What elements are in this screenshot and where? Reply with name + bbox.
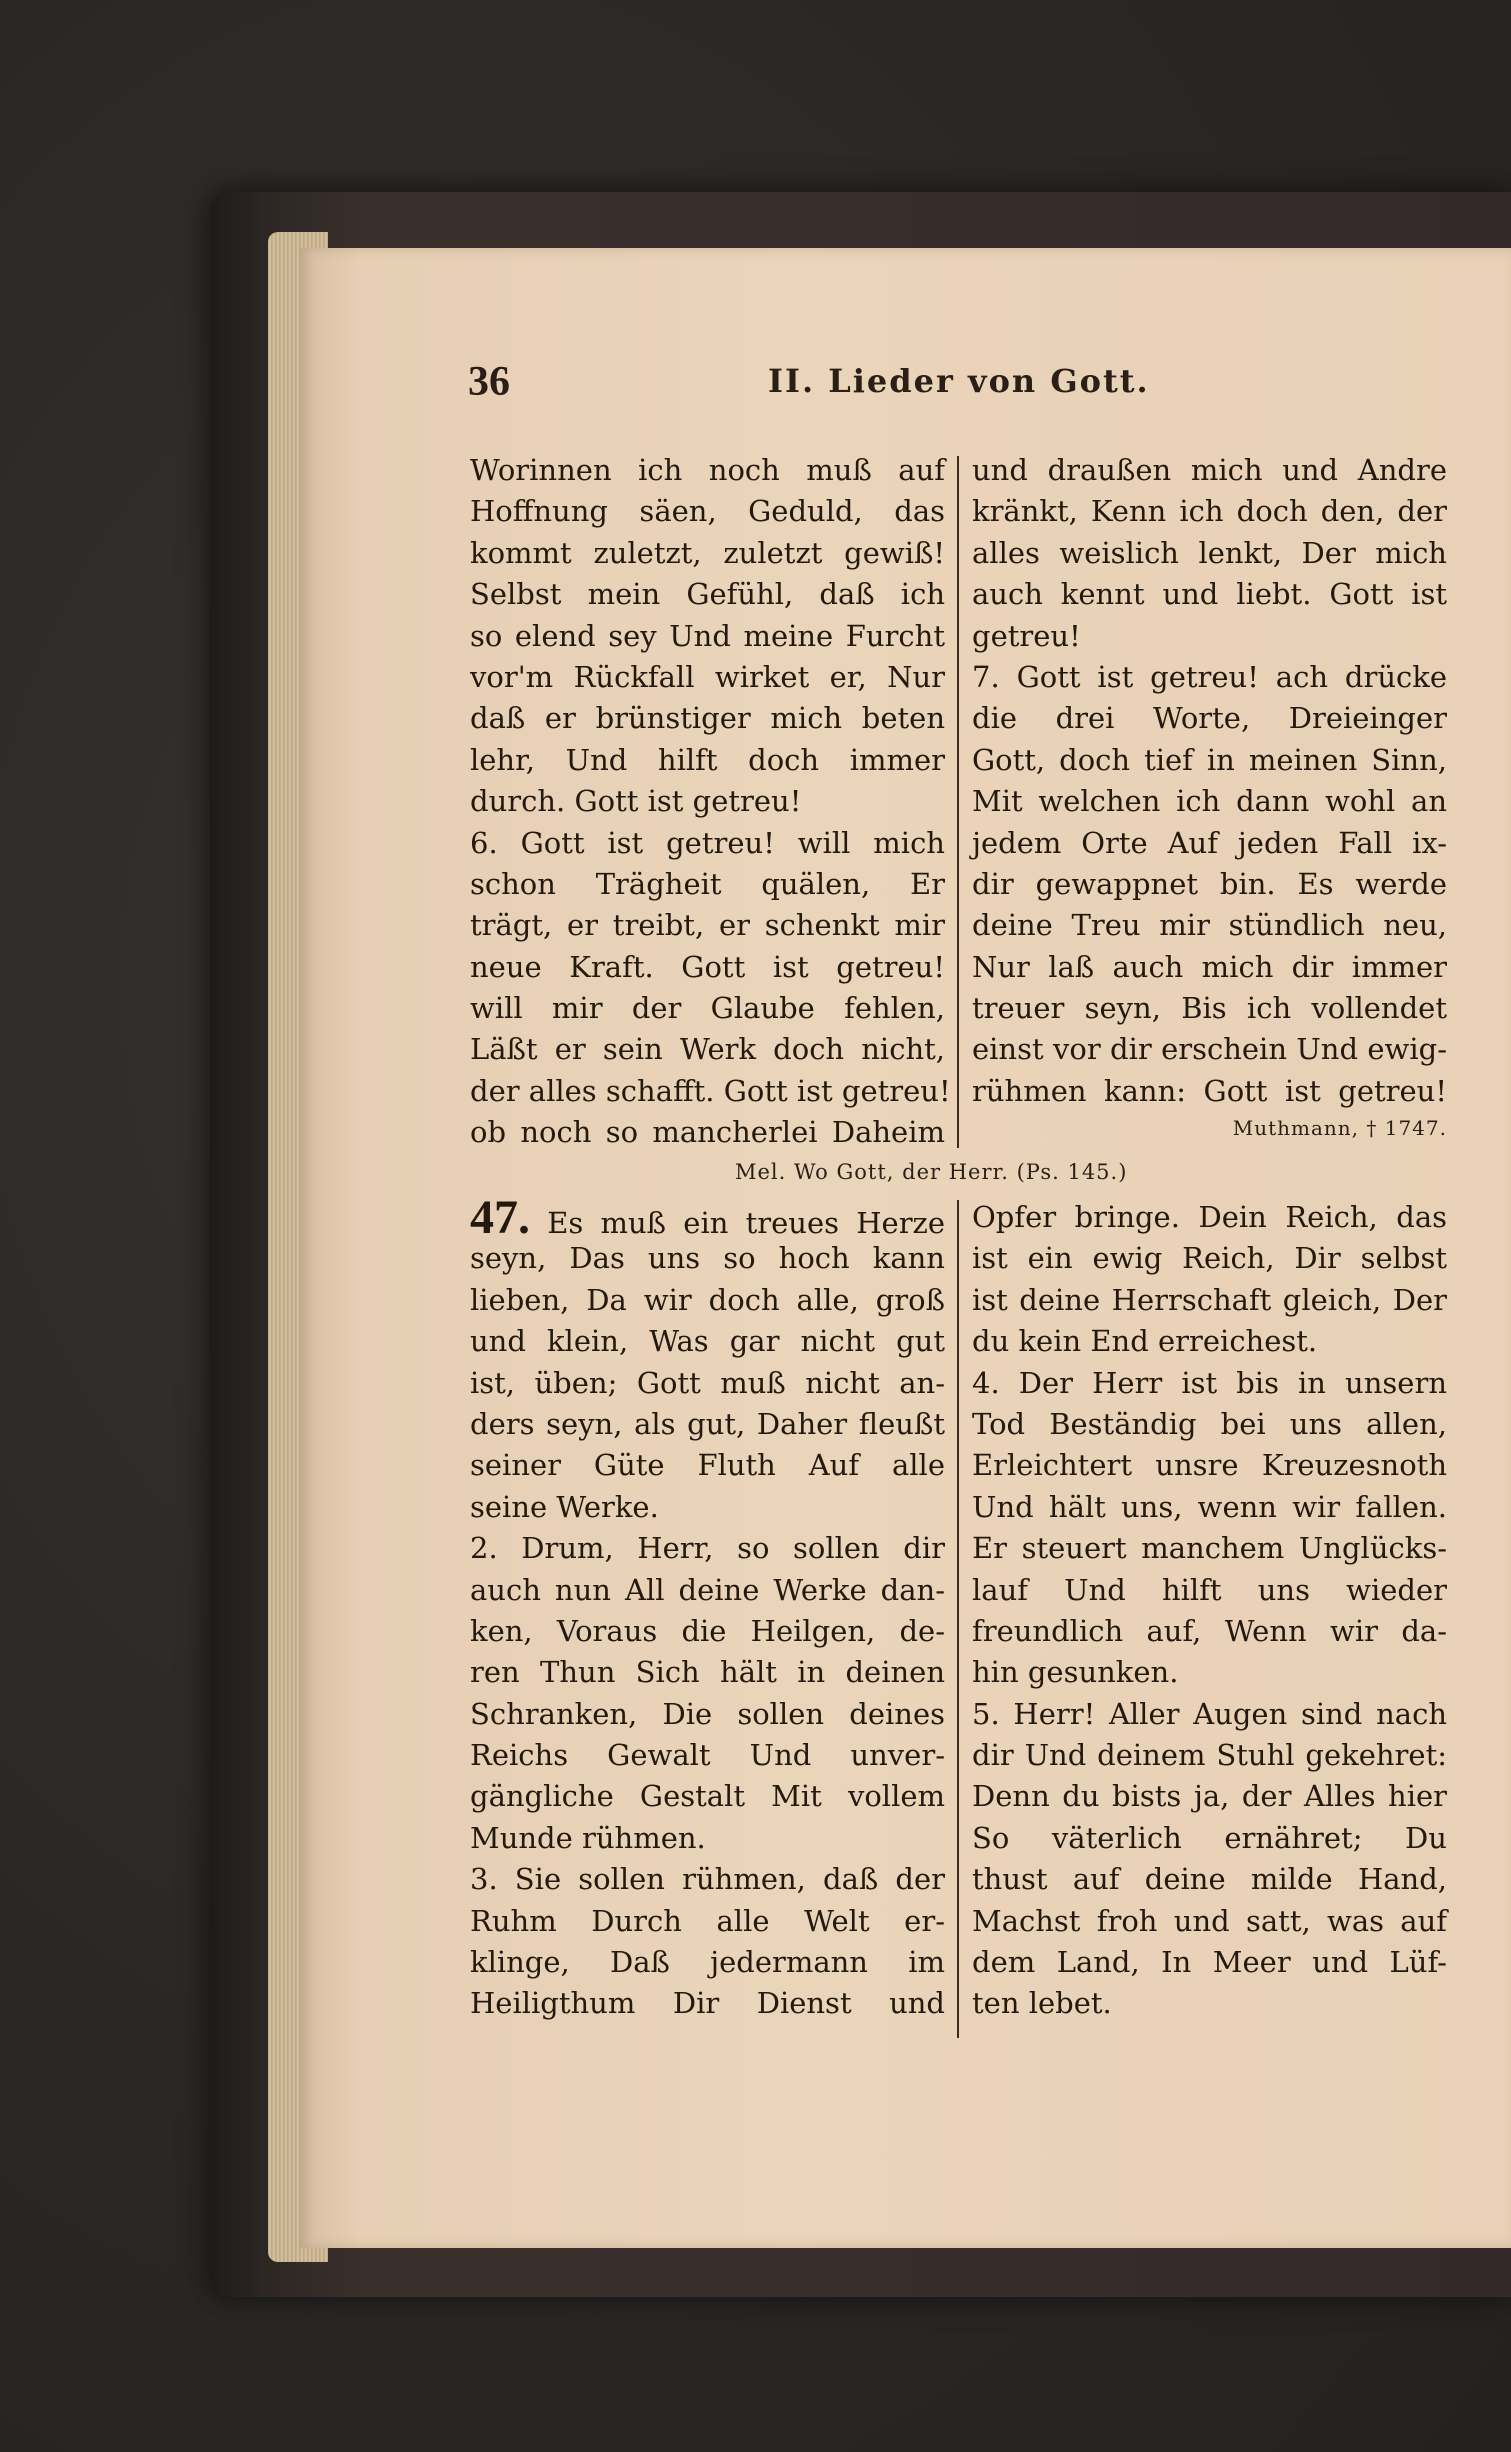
text-line: 7. Gott ist getreu! ach drücke [972, 659, 1447, 694]
text-line: dem Land, In Meer und Lüf- [972, 1945, 1447, 1980]
text-line: Denn du bists ja, der Alles hier [972, 1779, 1447, 1814]
text-line: Schranken, Die sollen deines [470, 1696, 945, 1731]
text-line: hin gesunken. [972, 1655, 1179, 1690]
text-line: neue Kraft. Gott ist getreu! [470, 949, 945, 984]
text-line: ist, üben; Gott muß nicht an- [470, 1365, 945, 1400]
right-column-top [972, 450, 1447, 1112]
text-line: seine Werke. [470, 1489, 659, 1524]
text-line: kränkt, Kenn ich doch den, der [972, 494, 1447, 529]
text-line: du kein End erreichest. [972, 1324, 1318, 1359]
text-line: ders seyn, als gut, Daher fleußt [470, 1406, 945, 1441]
text-line: will mir der Glaube fehlen, [470, 991, 945, 1026]
text-line: lehr, Und hilft doch immer [470, 742, 945, 777]
text-line: klinge, Daß jedermann im [470, 1945, 945, 1980]
text-line: auch kennt und liebt. Gott ist [972, 577, 1447, 612]
text-line: deine Treu mir stündlich neu, [972, 908, 1447, 943]
text-line: die drei Worte, Dreieinger [972, 701, 1447, 736]
text-line: 2. Drum, Herr, so sollen dir [470, 1531, 945, 1566]
text-line: Läßt er sein Werk doch nicht, [470, 1032, 945, 1067]
text-line: seiner Güte Fluth Auf alle [470, 1448, 945, 1483]
text-line: treuer seyn, Bis ich vollendet [972, 991, 1447, 1026]
text-line: jedem Orte Auf jeden Fall ix- [972, 825, 1447, 860]
text-line: und klein, Was gar nicht gut [470, 1324, 945, 1359]
text-line: Selbst mein Gefühl, daß ich [470, 577, 945, 612]
text-line: alles weislich lenkt, Der mich [972, 535, 1447, 570]
text-line: 5. Herr! Aller Augen sind nach [972, 1696, 1447, 1731]
text-line: Gott, doch tief in meinen Sinn, [972, 742, 1447, 777]
page-number: 36 [468, 359, 510, 405]
text-line: Machst froh und satt, was auf [972, 1903, 1447, 1938]
text-line: ist deine Herrschaft gleich, Der [972, 1282, 1447, 1317]
text-line: schon Trägheit quälen, Er [470, 866, 945, 901]
text-line: dir gewappnet bin. Es werde [972, 866, 1447, 901]
column-divider-top [957, 456, 959, 1148]
text-line: durch. Gott ist getreu! [470, 784, 802, 819]
text-line: auch nun All deine Werke dan- [470, 1572, 945, 1607]
text-line: vor'm Rückfall wirket er, Nur [470, 659, 945, 694]
text-line: Munde rühmen. [470, 1820, 706, 1855]
text-line: einst vor dir erschein Und ewig- [972, 1032, 1447, 1067]
text-line: Heiligthum Dir Dienst und [470, 1986, 945, 2021]
text-line: Hoffnung säen, Geduld, das [470, 494, 945, 529]
text-line: So väterlich ernähret; Du [972, 1820, 1447, 1855]
text-line: dir Und deinem Stuhl gekehret: [972, 1738, 1447, 1773]
left-column-bottom-lines [470, 1238, 945, 2024]
text-line: Erleichtert unsre Kreuzesnoth [972, 1448, 1447, 1483]
text-line: thust auf deine milde Hand, [972, 1862, 1447, 1897]
hymn-number: 47. [470, 1191, 530, 1244]
page-header [468, 358, 1148, 418]
text-line: freundlich auf, Wenn wir da- [972, 1613, 1447, 1648]
hymn-first-line-text: Es muß ein treues Herze [547, 1206, 946, 1240]
right-column-bottom [972, 1197, 1447, 2025]
text-line: Nur laß auch mich dir immer [972, 949, 1447, 984]
text-line: ren Thun Sich hält in deinen [470, 1655, 945, 1690]
text-line: Reichs Gewalt Und unver- [470, 1738, 945, 1773]
text-line: Tod Beständig bei uns allen, [972, 1406, 1447, 1441]
text-line: Ruhm Durch alle Welt er- [470, 1903, 945, 1938]
text-line: Und hält uns, wenn wir fallen. [972, 1489, 1447, 1524]
text-line: ten lebet. [972, 1986, 1112, 2021]
author-attribution: Muthmann, † 1747. [1232, 1116, 1447, 1140]
text-line: rühmen kann: Gott ist getreu! [972, 1073, 1447, 1108]
text-line: kommt zuletzt, zuletzt gewiß! [470, 535, 945, 570]
text-line: seyn, Das uns so hoch kann [470, 1241, 945, 1276]
text-line: ob noch so mancherlei Daheim [470, 1115, 945, 1150]
text-line: Er steuert manchem Unglücks- [972, 1531, 1447, 1566]
melody-line: Mel. Wo Gott, der Herr. (Ps. 145.) [735, 1160, 1128, 1184]
left-column-bottom [470, 1191, 946, 2025]
text-line: lieben, Da wir doch alle, groß [470, 1282, 945, 1317]
text-line: getreu! [972, 618, 1081, 653]
text-line: der alles schafft. Gott ist getreu! [470, 1073, 951, 1108]
text-line: 6. Gott ist getreu! will mich [470, 825, 945, 860]
text-line: ist ein ewig Reich, Dir selbst [972, 1241, 1447, 1276]
text-line: 3. Sie sollen rühmen, daß der [470, 1862, 945, 1897]
text-line: trägt, er treibt, er schenkt mir [470, 908, 945, 943]
text-line: Opfer bringe. Dein Reich, das [972, 1200, 1447, 1234]
text-line: gängliche Gestalt Mit vollem [470, 1779, 945, 1814]
text-line: daß er brünstiger mich beten [470, 701, 945, 736]
running-title: II. Lieder von Gott. [768, 362, 1150, 400]
text-line: Mit welchen ich dann wohl an [972, 784, 1447, 819]
text-line: lauf Und hilft uns wieder [972, 1572, 1447, 1607]
text-line: so elend sey Und meine Furcht [470, 618, 945, 653]
hymn-first-line [470, 1191, 946, 1244]
left-column-top [470, 450, 951, 1154]
text-line: und draußen mich und Andre [972, 453, 1447, 487]
column-divider-bottom [957, 1200, 959, 2038]
text-line: 4. Der Herr ist bis in unsern [972, 1365, 1447, 1400]
text-line: ken, Voraus die Heilgen, de- [470, 1613, 945, 1648]
text-line: Worinnen ich noch muß auf [470, 453, 945, 487]
